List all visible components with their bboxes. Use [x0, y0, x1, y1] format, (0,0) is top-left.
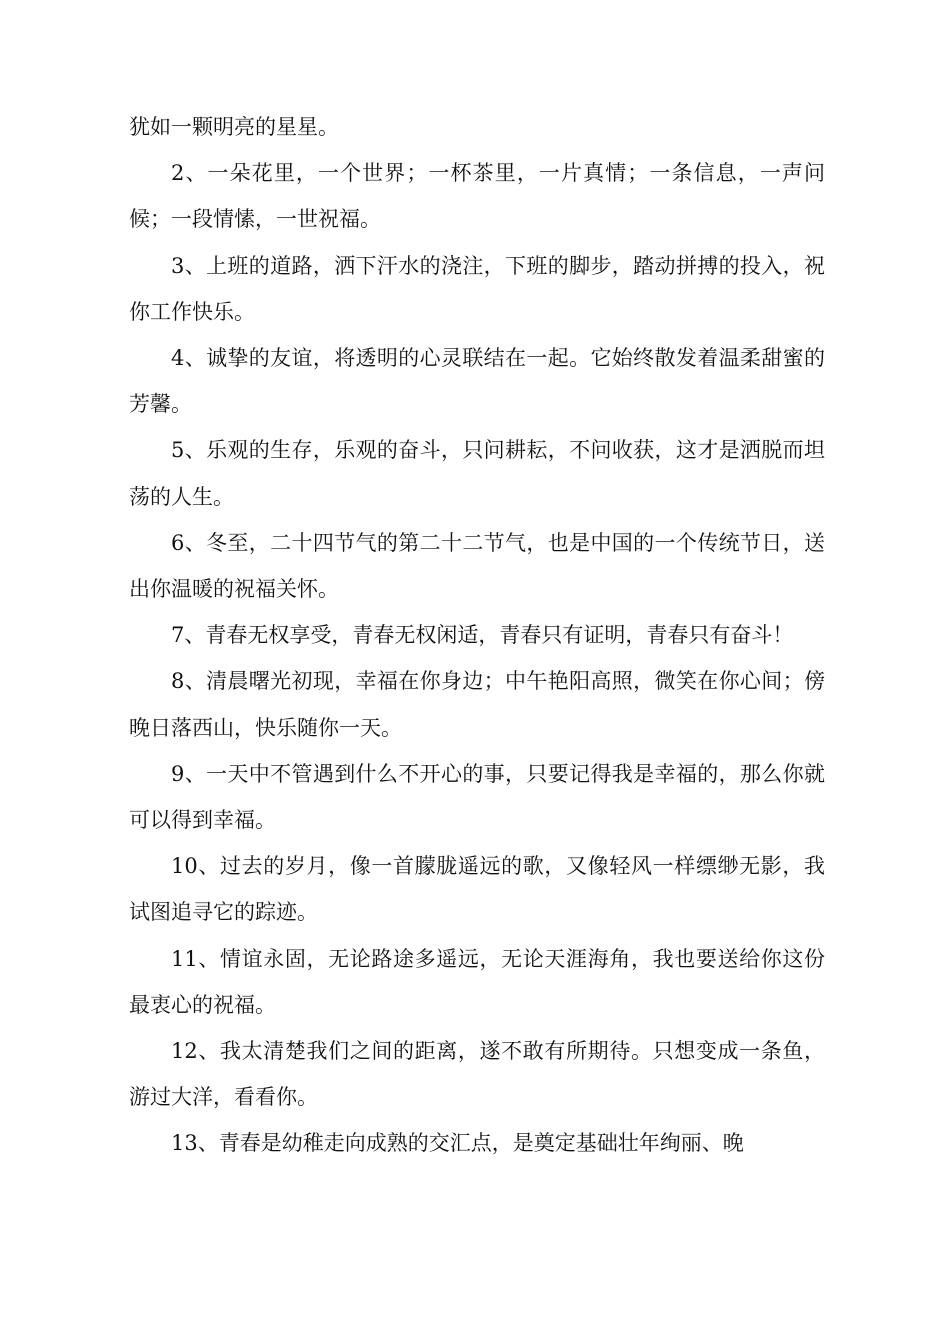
paragraph-9: 9、一天中不管遇到什么不开心的事，只要记得我是幸福的，那么你就可以得到幸福。 — [129, 761, 825, 833]
paragraph-5: 5、乐观的生存，乐观的奋斗，只问耕耘，不问收获，这才是洒脱而坦荡的人生。 — [129, 438, 825, 509]
paragraph-11: 11、情谊永固，无论路途多遥远，无论天涯海角，我也要送给你这份最衷心的祝福。 — [129, 946, 825, 1017]
paragraph-3: 3、上班的道路，洒下汗水的浇注，下班的脚步，踏动拼搏的投入，祝你工作快乐。 — [129, 253, 825, 324]
paragraph-continuation: 犹如一颗明亮的星星。 — [129, 115, 339, 139]
paragraph-4: 4、诚挚的友谊，将透明的心灵联结在一起。它始终散发着温柔甜蜜的芳馨。 — [129, 346, 825, 417]
document-body — [129, 104, 825, 1167]
paragraph-7: 7、青春无权享受，青春无权闲适，青春只有证明，青春只有奋斗！ — [171, 623, 794, 648]
paragraph-2: 2、一朵花里，一个世界；一杯茶里，一片真情；一条信息，一声问候；一段情愫，一世祝福。 — [129, 161, 825, 232]
paragraph-6: 6、冬至，二十四节气的第二十二节气，也是中国的一个传统节日，送出你温暖的祝福关怀。 — [129, 530, 825, 602]
paragraph-13: 13、青春是幼稚走向成熟的交汇点，是奠定基础壮年绚丽、晚 — [171, 1131, 744, 1156]
paragraph-8: 8、清晨曙光初现，幸福在你身边；中午艳阳高照，微笑在你心间；傍晚日落西山，快乐随你一天。 — [129, 669, 825, 740]
paragraph-12: 12、我太清楚我们之间的距离，遂不敢有所期待。只想变成一条鱼，游过大洋，看看你。 — [129, 1039, 825, 1110]
paragraph-10: 10、过去的岁月，像一首朦胧遥远的歌，又像轻风一样缥缈无影，我试图追寻它的踪迹。 — [129, 854, 825, 925]
